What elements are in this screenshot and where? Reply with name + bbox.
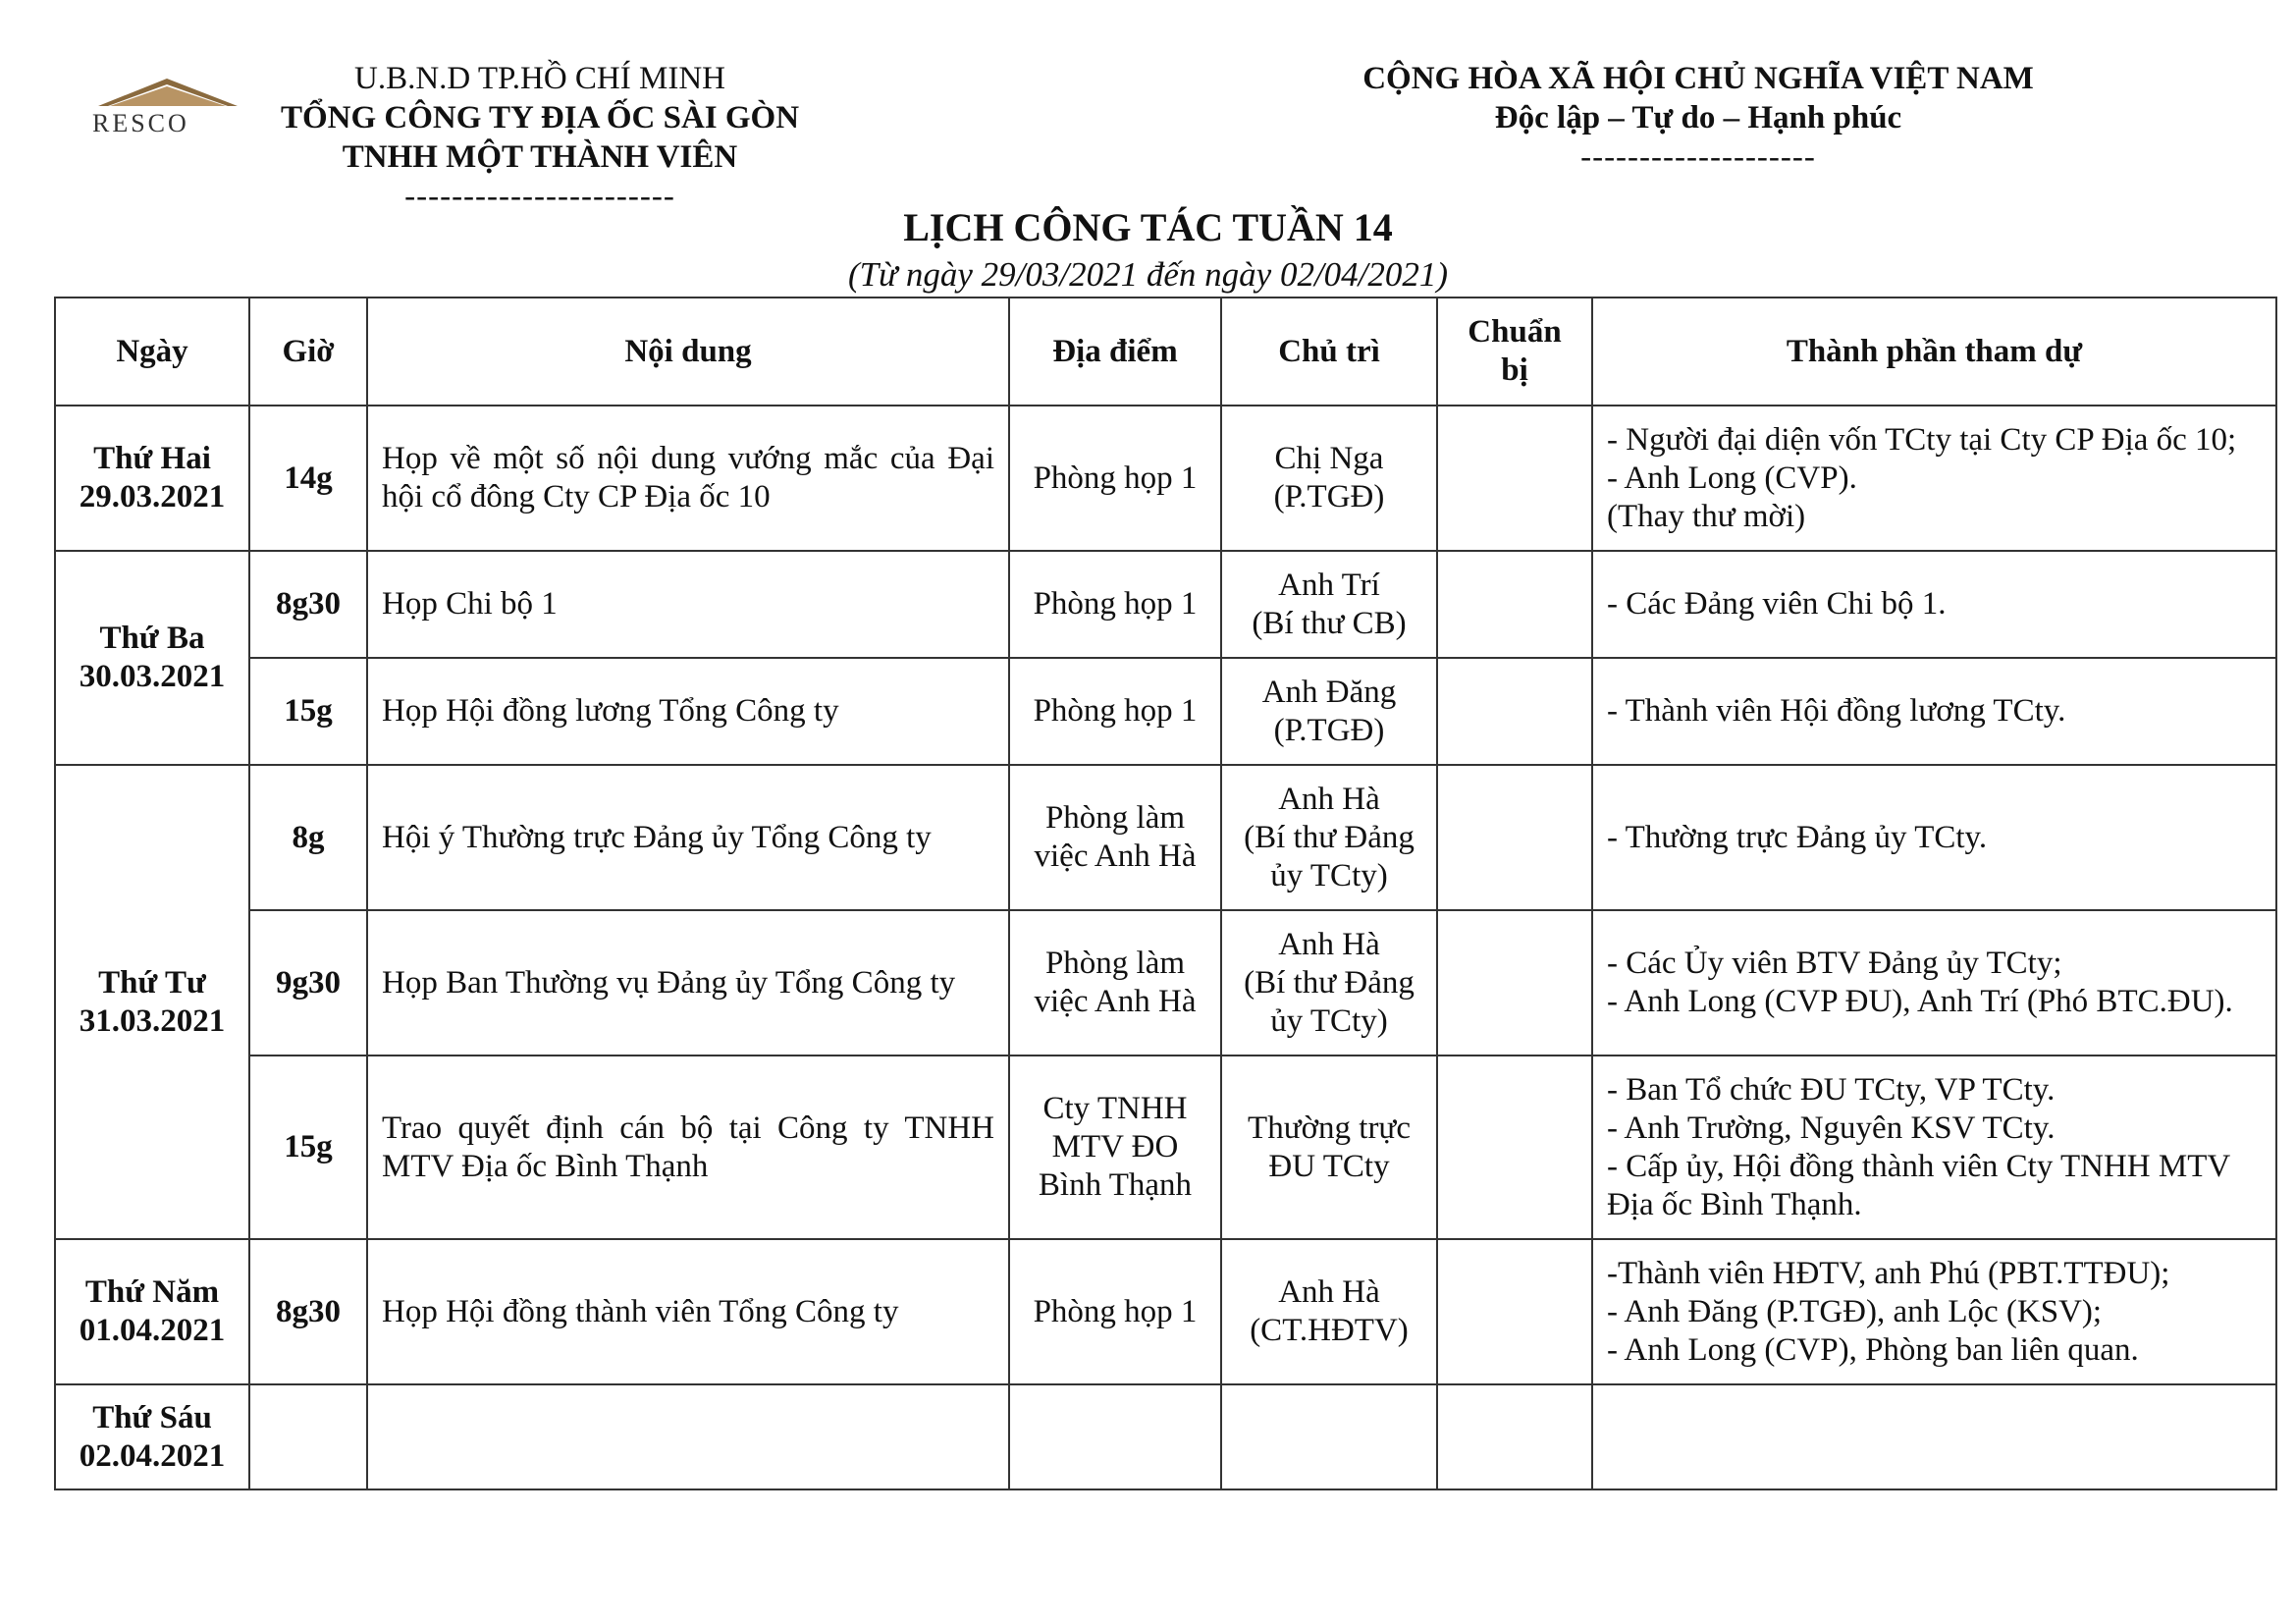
content-cell: Trao quyết định cán bộ tại Công ty TNHH MTV Địa ốc Bình Thạnh — [367, 1056, 1009, 1239]
place-cell: Phòng họp 1 — [1009, 1239, 1221, 1384]
prep-cell — [1437, 1239, 1592, 1384]
table-row — [55, 910, 2276, 1056]
org-line-3: TNHH MỘT THÀNH VIÊN — [342, 139, 738, 175]
time-cell: 8g30 — [249, 1239, 367, 1384]
chair-cell: Chị Nga (P.TGĐ) — [1221, 406, 1437, 551]
place-cell: Phòng họp 1 — [1009, 551, 1221, 658]
prep-cell — [1437, 658, 1592, 765]
page-title: LỊCH CÔNG TÁC TUẦN 14 — [903, 205, 1393, 249]
prep-cell — [1437, 406, 1592, 551]
day-cell: Thứ Tư 31.03.2021 — [55, 765, 249, 1239]
prep-cell — [1437, 1384, 1592, 1489]
day-cell: Thứ Ba 30.03.2021 — [55, 551, 249, 765]
content-cell: Họp Ban Thường vụ Đảng ủy Tổng Công ty — [367, 910, 1009, 1056]
content-cell: Họp về một số nội dung vướng mắc của Đại hội cổ đông Cty CP Địa ốc 10 — [367, 406, 1009, 551]
column-header-place: Địa điểm — [1009, 298, 1221, 406]
chair-cell: Anh Hà (CT.HĐTV) — [1221, 1239, 1437, 1384]
column-header-prep: Chuẩn bị — [1437, 298, 1592, 406]
nation-divider: -------------------- — [1580, 139, 1816, 175]
nation-line-2: Độc lập – Tự do – Hạnh phúc — [1494, 100, 1902, 135]
org-line-2: TỔNG CÔNG TY ĐỊA ỐC SÀI GÒN — [280, 100, 800, 135]
content-cell: Họp Hội đồng thành viên Tổng Công ty — [367, 1239, 1009, 1384]
organization-header — [265, 59, 815, 216]
schedule-table — [54, 297, 2277, 1490]
time-cell: 14g — [249, 406, 367, 551]
place-cell: Phòng làm việc Anh Hà — [1009, 910, 1221, 1056]
attendees-cell: - Ban Tổ chức ĐU TCty, VP TCty. - Anh Trường, Nguyên KSV TCty. - Cấp ủy, Hội đồng thành viên Cty TNHH MTV Địa ốc Bình Thạnh. — [1592, 1056, 2276, 1239]
attendees-cell: - Thường trực Đảng ủy TCty. — [1592, 765, 2276, 910]
attendees-cell: - Người đại diện vốn TCty tại Cty CP Địa ốc 10; - Anh Long (CVP). (Thay thư mời) — [1592, 406, 2276, 551]
nation-line-1: CỘNG HÒA XÃ HỘI CHỦ NGHĨA VIỆT NAM — [1362, 61, 2034, 96]
prep-cell — [1437, 910, 1592, 1056]
resco-logo — [90, 71, 257, 141]
column-header-time: Giờ — [249, 298, 367, 406]
resco-logo-icon — [90, 71, 257, 141]
prep-cell — [1437, 551, 1592, 658]
prep-cell — [1437, 765, 1592, 910]
attendees-cell: - Các Đảng viên Chi bộ 1. — [1592, 551, 2276, 658]
place-cell: Phòng họp 1 — [1009, 658, 1221, 765]
chair-cell: Thường trực ĐU TCty — [1221, 1056, 1437, 1239]
page-subtitle: (Từ ngày 29/03/2021 đến ngày 02/04/2021) — [847, 255, 1449, 294]
attendees-cell: -Thành viên HĐTV, anh Phú (PBT.TTĐU); - Anh Đăng (P.TGĐ), anh Lộc (KSV); - Anh Long (CVP), Phòng ban liên quan. — [1592, 1239, 2276, 1384]
table-row — [55, 658, 2276, 765]
prep-cell — [1437, 1056, 1592, 1239]
place-cell: Phòng họp 1 — [1009, 406, 1221, 551]
content-cell: Họp Chi bộ 1 — [367, 551, 1009, 658]
chair-cell — [1221, 1384, 1437, 1489]
time-cell: 9g30 — [249, 910, 367, 1056]
attendees-cell — [1592, 1384, 2276, 1489]
chair-cell: Anh Hà (Bí thư Đảng ủy TCty) — [1221, 765, 1437, 910]
column-header-chair: Chủ trì — [1221, 298, 1437, 406]
table-row — [55, 1056, 2276, 1239]
time-cell — [249, 1384, 367, 1489]
time-cell: 8g30 — [249, 551, 367, 658]
national-header — [1296, 59, 2101, 177]
table-row — [55, 1239, 2276, 1384]
day-cell: Thứ Năm 01.04.2021 — [55, 1239, 249, 1384]
attendees-cell: - Thành viên Hội đồng lương TCty. — [1592, 658, 2276, 765]
place-cell — [1009, 1384, 1221, 1489]
table-row — [55, 551, 2276, 658]
chair-cell: Anh Hà (Bí thư Đảng ủy TCty) — [1221, 910, 1437, 1056]
content-cell — [367, 1384, 1009, 1489]
table-row — [55, 406, 2276, 551]
time-cell: 15g — [249, 658, 367, 765]
table-row — [55, 765, 2276, 910]
content-cell: Họp Hội đồng lương Tổng Công ty — [367, 658, 1009, 765]
chair-cell: Anh Trí (Bí thư CB) — [1221, 551, 1437, 658]
table-header-row — [55, 298, 2276, 406]
table-row — [55, 1384, 2276, 1489]
org-line-1: U.B.N.D TP.HỒ CHÍ MINH — [353, 61, 725, 96]
day-cell: Thứ Hai 29.03.2021 — [55, 406, 249, 551]
org-divider: ----------------------- — [404, 179, 675, 214]
place-cell: Phòng làm việc Anh Hà — [1009, 765, 1221, 910]
content-cell: Hội ý Thường trực Đảng ủy Tổng Công ty — [367, 765, 1009, 910]
svg-text:RESCO: RESCO — [92, 109, 189, 137]
time-cell: 15g — [249, 1056, 367, 1239]
time-cell: 8g — [249, 765, 367, 910]
attendees-cell: - Các Ủy viên BTV Đảng ủy TCty; - Anh Long (CVP ĐU), Anh Trí (Phó BTC.ĐU). — [1592, 910, 2276, 1056]
place-cell: Cty TNHH MTV ĐO Bình Thạnh — [1009, 1056, 1221, 1239]
column-header-day: Ngày — [55, 298, 249, 406]
chair-cell: Anh Đăng (P.TGĐ) — [1221, 658, 1437, 765]
column-header-attendees: Thành phần tham dự — [1592, 298, 2276, 406]
column-header-content: Nội dung — [367, 298, 1009, 406]
day-cell: Thứ Sáu 02.04.2021 — [55, 1384, 249, 1489]
